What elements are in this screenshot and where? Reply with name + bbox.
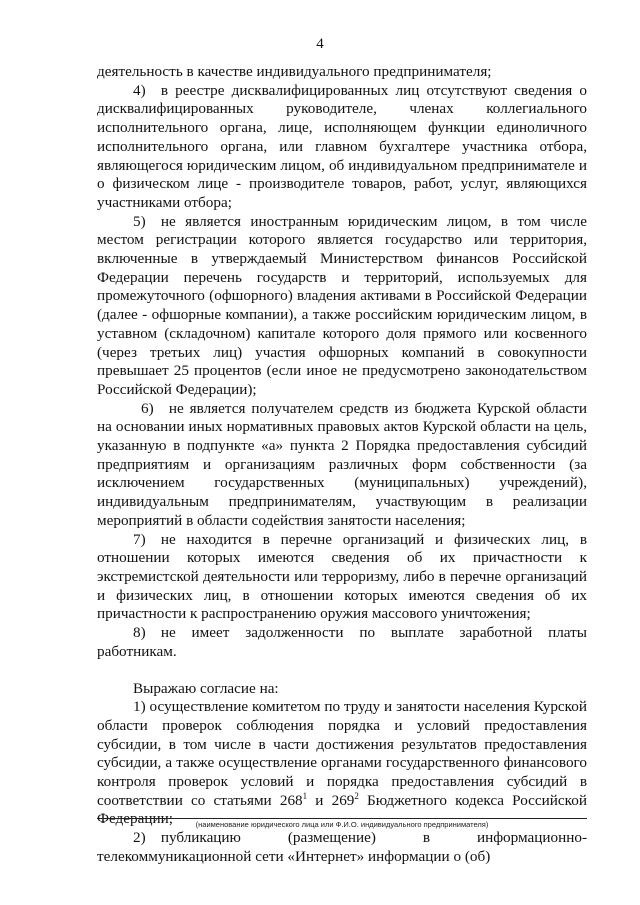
consent-item-1-text-a: 1) осуществление комитетом по труду и занятости населения Курской области проверок соблюдения порядка и условий предоставления субсидии, в том числе в части достижения результатов предоставления субсидии, а также осуществление органами государственного финансового контроля проверок условий и порядка предоставления субсидий в соответствии со статьями 268 [97, 698, 587, 809]
spacer [97, 662, 587, 680]
paragraph-item-6: 6) не является получателем средств из бюджета Курской области на основании иных нормативных правовых актов Курской области на цель, указанную в подпункте «а» пункта 2 Порядка предоставления субсидий предприятиям и организациям различных форм собственности (за исключением государственных (муниципальных) учреждений), индивидуальным предпринимателям, участвующим в реализации мероприятий в области содействия занятости населения; [97, 399, 587, 529]
paragraph-continuation: деятельность в качестве индивидуального предпринимателя; [97, 63, 492, 80]
signature-line [97, 818, 587, 819]
consent-item-2: 2) публикацию (размещение) в информационно-телекоммуникационной сети «Интернет» информации о (об) [97, 829, 587, 865]
paragraph-item-7: 7) не находится в перечне организаций и физических лиц, в отношении которых имеются сведения об их причастности к экстремистской деятельности или терроризму, либо в перечне организаций и физических лиц, в отношении которых имеются сведения об их причастности к распространению оружия массового уничтожения; [97, 530, 587, 623]
consent-heading: Выражаю согласие на: [133, 679, 279, 697]
footnote-mark-2: 2 [354, 790, 359, 801]
paragraph-item-8: 8) не имеет задолженности по выплате заработной платы работникам. [97, 624, 587, 660]
footnote-mark-1: 1 [302, 790, 308, 801]
paragraph-item-5: 5) не является иностранным юридическим лицом, в том числе местом регистрации которого является государство или территория, включенные в утверждаемый Министерством финансов Российской Федерации перечень государств и территорий, используемых для промежуточного (офшорного) владения активами в Российской Федерации (далее - офшорные компании), а также российским юридическим лицом, в уставном (складочном) капитале которого доля прямого или косвенного (через третьих лиц) участия офшорных компаний в совокупности превышает 25 процентов (если иное не предусмотрено законодательством Российской Федерации); [97, 212, 587, 398]
consent-item-1-text-c: Бюджетного кодекса Российской Федерации; [97, 791, 587, 828]
document-body [97, 63, 587, 867]
signature-caption: (наименование юридического лица или Ф.И.О. индивидуального предпринимателя) [195, 820, 489, 829]
paragraph-item-4: 4) в реестре дисквалифицированных лиц отсутствуют сведения о дисквалифицированных руководителе, членах коллегиального исполнительного органа, лице, исполняющем функции единоличного исполнительного органа, или главном бухгалтере участника отбора, являющегося юридическим лицом, об индивидуальном предпринимателе и о физическом лице - производителе товаров, работ, услуг, являющихся участниками отбора; [97, 81, 587, 211]
consent-item-1 [97, 698, 587, 829]
page-number: 4 [316, 36, 324, 52]
consent-item-1-text-b: и 269 [307, 791, 355, 809]
